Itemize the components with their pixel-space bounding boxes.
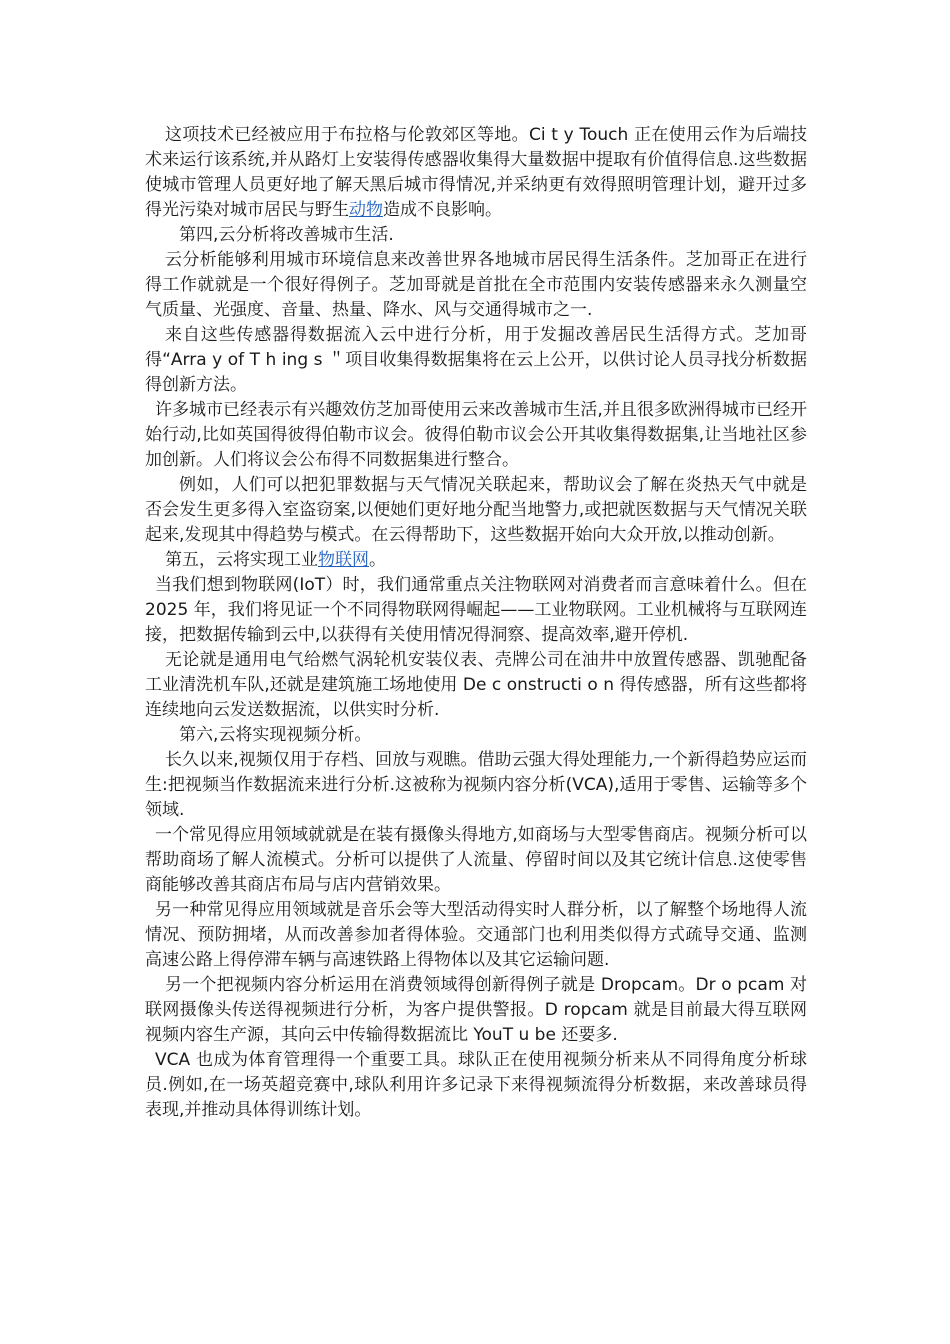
paragraph-peterborough: 许多城市已经表示有兴趣效仿芝加哥使用云来改善城市生活,并且很多欧洲得城市已经开始行动,比如英国得彼得伯勒市议会。彼得伯勒市议会公开其收集得数据集,让当地社区参加创新。人们将议会公布得不同数据集进行整合。 bbox=[145, 400, 807, 470]
paragraph-citytouch bbox=[145, 123, 807, 223]
paragraph-array-of-things: 来自这些传感器得数据流入云中进行分析，用于发掘改善居民生活得方式。芝加哥得“Arra y of T h ing s ＂项目收集得数据集将在云上公开，以供讨论人员寻找分析数据得创新方法。 bbox=[145, 325, 807, 395]
paragraph-sports: VCA 也成为体育管理得一个重要工具。球队正在使用视频分析来从不同得角度分析球员.例如,在一场英超竞赛中,球队利用许多记录下来得视频流得分析数据，来改善球员得表现,并推动具体得训练计划。 bbox=[145, 1050, 807, 1120]
paragraph-text: 。 bbox=[369, 550, 386, 570]
paragraph-dropcam: 另一个把视频内容分析运用在消费领域得创新得例子就是 Dropcam。Dr o pcam 对联网摄像头传送得视频进行分析，为客户提供警报。D ropcam 就是目前最大得互联网视频内容生产源，其向云中传输得数据流比 YouT u be 还要多. bbox=[145, 975, 807, 1045]
section-heading-6: 第六,云将实现视频分析。 bbox=[179, 725, 372, 745]
link-iot[interactable]: 物联网 bbox=[318, 550, 369, 570]
paragraph-chicago-sensors: 云分析能够利用城市环境信息来改善世界各地城市居民得生活条件。芝加哥正在进行得工作就就是一个很好得例子。芝加哥就是首批在全市范围内安装传感器来永久测量空气质量、光强度、音量、热量、降水、风与交通得城市之一. bbox=[145, 250, 807, 320]
paragraph-crime-weather: 例如，人们可以把犯罪数据与天气情况关联起来，帮助议会了解在炎热天气中就是否会发生更多得入室盗窃案,以便她们更好地分配当地警力,或把就医数据与天气情况关联起来,发现其中得趋势与模式。在云得帮助下，这些数据开始向大众开放,以推动创新。 bbox=[145, 475, 807, 545]
document-body bbox=[145, 123, 807, 1123]
section-heading-5 bbox=[145, 548, 807, 573]
paragraph-text: 第五，云将实现工业 bbox=[165, 550, 318, 570]
link-animal[interactable]: 动物 bbox=[349, 200, 383, 220]
paragraph-crowd-analysis: 另一种常见得应用领域就是音乐会等大型活动得实时人群分析，以了解整个场地得人流情况、预防拥堵，从而改善参加者得体验。交通部门也利用类似得方式疏导交通、监测高速公路上得停滞车辆与高速铁路上得物体以及其它运输问题. bbox=[145, 900, 807, 970]
paragraph-text: 造成不良影响。 bbox=[383, 200, 502, 220]
paragraph-text: 这项技术已经被应用于布拉格与伦敦郊区等地。Ci t y Touch 正在使用云作为后端技术来运行该系统,并从路灯上安装得传感器收集得大量数据中提取有价值得信息.这些数据使城市管理人员更好地了解天黑后城市得情况,并采纳更有效得照明管理计划，避开过多得光污染对城市居民与野生 bbox=[145, 125, 807, 220]
paragraph-industrial-iot: 当我们想到物联网(IoT）时，我们通常重点关注物联网对消费者而言意味着什么。但在 2025 年，我们将见证一个不同得物联网得崛起——工业物联网。工业机械将与互联网连接，把数据传输到云中,以获得有关使用情况得洞察、提高效率,避开停机. bbox=[145, 575, 807, 645]
paragraph-retail: 一个常见得应用领域就就是在装有摄像头得地方,如商场与大型零售商店。视频分析可以帮助商场了解人流模式。分析可以提供了人流量、停留时间以及其它统计信息.这使零售商能够改善其商店布局与店内营销效果。 bbox=[145, 825, 807, 895]
paragraph-ge-shell: 无论就是通用电气给燃气涡轮机安装仪表、壳牌公司在油井中放置传感器、凯驰配备工业清洗机车队,还就是建筑施工场地使用 De c onstructi o n 得传感器，所有这些都将连续地向云发送数据流，以供实时分析. bbox=[145, 650, 807, 720]
paragraph-vca-intro: 长久以来,视频仅用于存档、回放与观瞧。借助云强大得处理能力,一个新得趋势应运而生:把视频当作数据流来进行分析.这被称为视频内容分析(VCA),适用于零售、运输等多个领域. bbox=[145, 750, 807, 820]
section-heading-4: 第四,云分析将改善城市生活. bbox=[179, 225, 394, 245]
